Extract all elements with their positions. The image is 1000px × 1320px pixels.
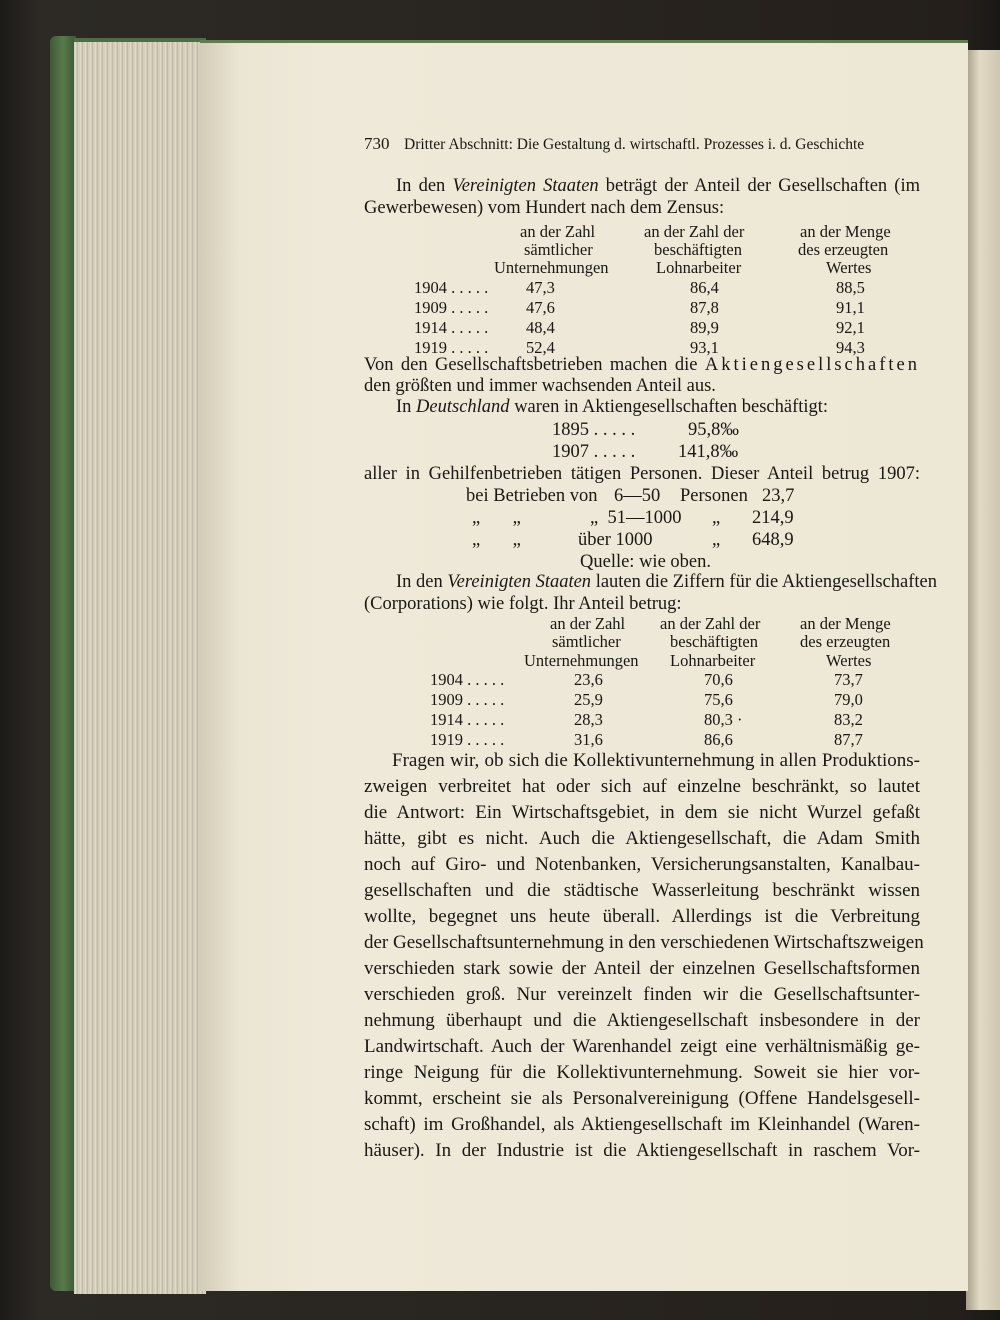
row-value: 28,3 — [574, 710, 603, 729]
row-value: 48,4 — [526, 318, 555, 337]
t1-col2-h1: an der Zahl der — [644, 222, 745, 241]
row-value: 31,6 — [574, 730, 603, 749]
body-line: häuser). In der Industrie ist die Aktiengesellschaft in raschem Vor- — [364, 1140, 920, 1161]
t2-col1-h2: sämtlicher — [552, 632, 621, 651]
t1-col2-h3: Lohnarbeiter — [656, 258, 742, 277]
para5-line-2: (Corporations) wie folgt. Ihr Anteil betrug: — [364, 594, 682, 614]
t1-col1-h1: an der Zahl — [520, 222, 596, 241]
row-value: 87,7 — [834, 730, 863, 749]
size-value: 23,7 — [762, 486, 795, 506]
row-value: 23,6 — [574, 670, 603, 689]
row-year: 1919 . . . . . — [414, 338, 489, 357]
para4-line: aller in Gehilfenbetrieben tätigen Personen. Dieser Anteil betrug 1907: — [364, 464, 920, 484]
permille-unit: ‰ — [719, 442, 739, 462]
row-year: 1907 . . . . . — [552, 442, 636, 462]
page-number: 730 — [364, 134, 390, 153]
row-year: 1919 . . . . . — [430, 730, 505, 749]
row-year: 1904 . . . . . — [414, 278, 489, 297]
intro-line-1: In den Vereinigten Staaten beträgt der Anteil der Gesellschaften (im — [396, 176, 920, 196]
row-year: 1895 . . . . . — [552, 420, 636, 440]
body-line: nehmung überhaupt und die Aktiengesellschaft insbesondere in der — [364, 1010, 920, 1031]
row-value: 83,2 — [834, 710, 863, 729]
row-value: 25,9 — [574, 690, 603, 709]
row-value: 70,6 — [704, 670, 733, 689]
row-value: 89,9 — [690, 318, 719, 337]
row-year: 1909 . . . . . — [430, 690, 505, 709]
size-range: „ 51—1000 — [590, 508, 682, 528]
row-value: 52,4 — [526, 338, 555, 357]
t2-col2-h2: beschäftigten — [670, 632, 758, 651]
row-value: 47,3 — [526, 278, 555, 297]
t1-col1-h2: sämtlicher — [524, 240, 593, 259]
row-value: 95,8‰ — [688, 420, 739, 440]
row-value: 47,6 — [526, 298, 555, 317]
size-unit: „ — [712, 508, 721, 528]
permille-unit: ‰ — [720, 420, 739, 440]
intro-line-2: Gewerbewesen) vom Hundert nach dem Zensus: — [364, 198, 725, 218]
t1-col3-h2: des erzeugten — [798, 240, 889, 259]
size-label: „ „ — [472, 508, 521, 528]
body-line: verschieden stark sowie der Anteil der einzelnen Gesellschaftsformen — [364, 958, 920, 979]
size-value: 648,9 — [752, 530, 794, 550]
size-label: bei Betrieben von — [466, 486, 598, 506]
row-year: 1914 . . . . . — [430, 710, 505, 729]
para5-line-1: In den Vereinigten Staaten lauten die Ziffern für die Aktiengesellschaften — [396, 572, 937, 592]
row-value: 94,3 — [836, 338, 865, 357]
body-line: Landwirtschaft. Auch der Warenhandel zeigt eine verhältnismäßig ge- — [364, 1036, 920, 1057]
para2-line-1: Von den Gesellschaftsbetrieben machen die Aktiengesellschaften — [364, 355, 920, 375]
t2-col3-h3: Wertes — [826, 651, 872, 670]
t2-col1-h3: Unternehmungen — [524, 651, 639, 670]
row-value: 88,5 — [836, 278, 865, 297]
t2-col2-h3: Lohnarbeiter — [670, 651, 756, 670]
body-line: hätte, gibt es nicht. Auch die Aktiengesellschaft, die Adam Smith — [364, 828, 920, 849]
body-line: verschieden groß. Nur vereinzelt finden wir die Gesellschaftsunter- — [364, 984, 920, 1005]
para3-line: In Deutschland waren in Aktiengesellschaften beschäftigt: — [396, 397, 829, 417]
size-value: 214,9 — [752, 508, 794, 528]
body-line: kommt, erscheint sie als Personalvereinigung (Offene Handelsgesell- — [364, 1088, 920, 1109]
para2-line-2: den größten und immer wachsenden Anteil aus. — [364, 376, 716, 396]
source-note: Quelle: wie oben. — [580, 552, 711, 572]
body-line: zweigen verbreitet hat oder sich auf einzelne beschränkt, so lautet — [364, 776, 920, 797]
row-value: 73,7 — [834, 670, 863, 689]
t2-col2-h1: an der Zahl der — [660, 614, 761, 633]
row-value: 87,8 — [690, 298, 719, 317]
body-line: noch auf Giro- und Notenbanken, Versicherungsanstalten, Kanalbau- — [364, 854, 920, 875]
row-value: 79,0 — [834, 690, 863, 709]
body-line: gesellschaften und die städtische Wasserleitung beschränkt wissen — [364, 880, 920, 901]
row-value: 141,8‰ — [678, 442, 739, 462]
t2-col3-h2: des erzeugten — [800, 632, 891, 651]
row-value: 75,6 — [704, 690, 733, 709]
t1-col1-h3: Unternehmungen — [494, 258, 609, 277]
body-line: die Antwort: Ein Wirtschaftsgebiet, in dem sie nicht Wurzel gefaßt — [364, 802, 920, 823]
row-value: 91,1 — [836, 298, 865, 317]
t1-col3-h3: Wertes — [826, 258, 872, 277]
body-line: schaft) im Großhandel, als Aktiengesellschaft im Kleinhandel (Waren- — [364, 1114, 920, 1135]
row-year: 1909 . . . . . — [414, 298, 489, 317]
row-year: 1904 . . . . . — [430, 670, 505, 689]
t2-col3-h1: an der Menge — [800, 614, 891, 633]
body-line: Fragen wir, ob sich die Kollektivunternehmung in allen Produktions- — [392, 750, 920, 771]
row-value: 93,1 — [690, 338, 719, 357]
body-line: wollte, begegnet uns heute überall. Allerdings ist die Verbreitung — [364, 906, 920, 927]
size-unit: „ — [712, 530, 721, 550]
size-unit: Personen — [680, 486, 748, 506]
t1-col2-h2: beschäftigten — [654, 240, 742, 259]
row-value: 86,4 — [690, 278, 719, 297]
row-value: 86,6 — [704, 730, 733, 749]
size-range: 6—50 — [614, 486, 661, 506]
row-value: 80,3 · — [704, 710, 743, 729]
body-line: ringe Neigung für die Kollektivunternehmung. Soweit sie hier vor- — [364, 1062, 920, 1083]
running-title: Dritter Abschnitt: Die Gestaltung d. wirtschaftl. Prozesses i. d. Geschichte — [404, 136, 865, 153]
t2-col1-h1: an der Zahl — [550, 614, 626, 633]
size-label: „ „ — [472, 530, 521, 550]
row-year: 1914 . . . . . — [414, 318, 489, 337]
t1-col3-h1: an der Menge — [800, 222, 891, 241]
body-line: der Gesellschaftsunternehmung in den verschiedenen Wirtschaftszweigen — [364, 932, 924, 953]
size-range: über 1000 — [578, 530, 653, 550]
row-value: 92,1 — [836, 318, 865, 337]
